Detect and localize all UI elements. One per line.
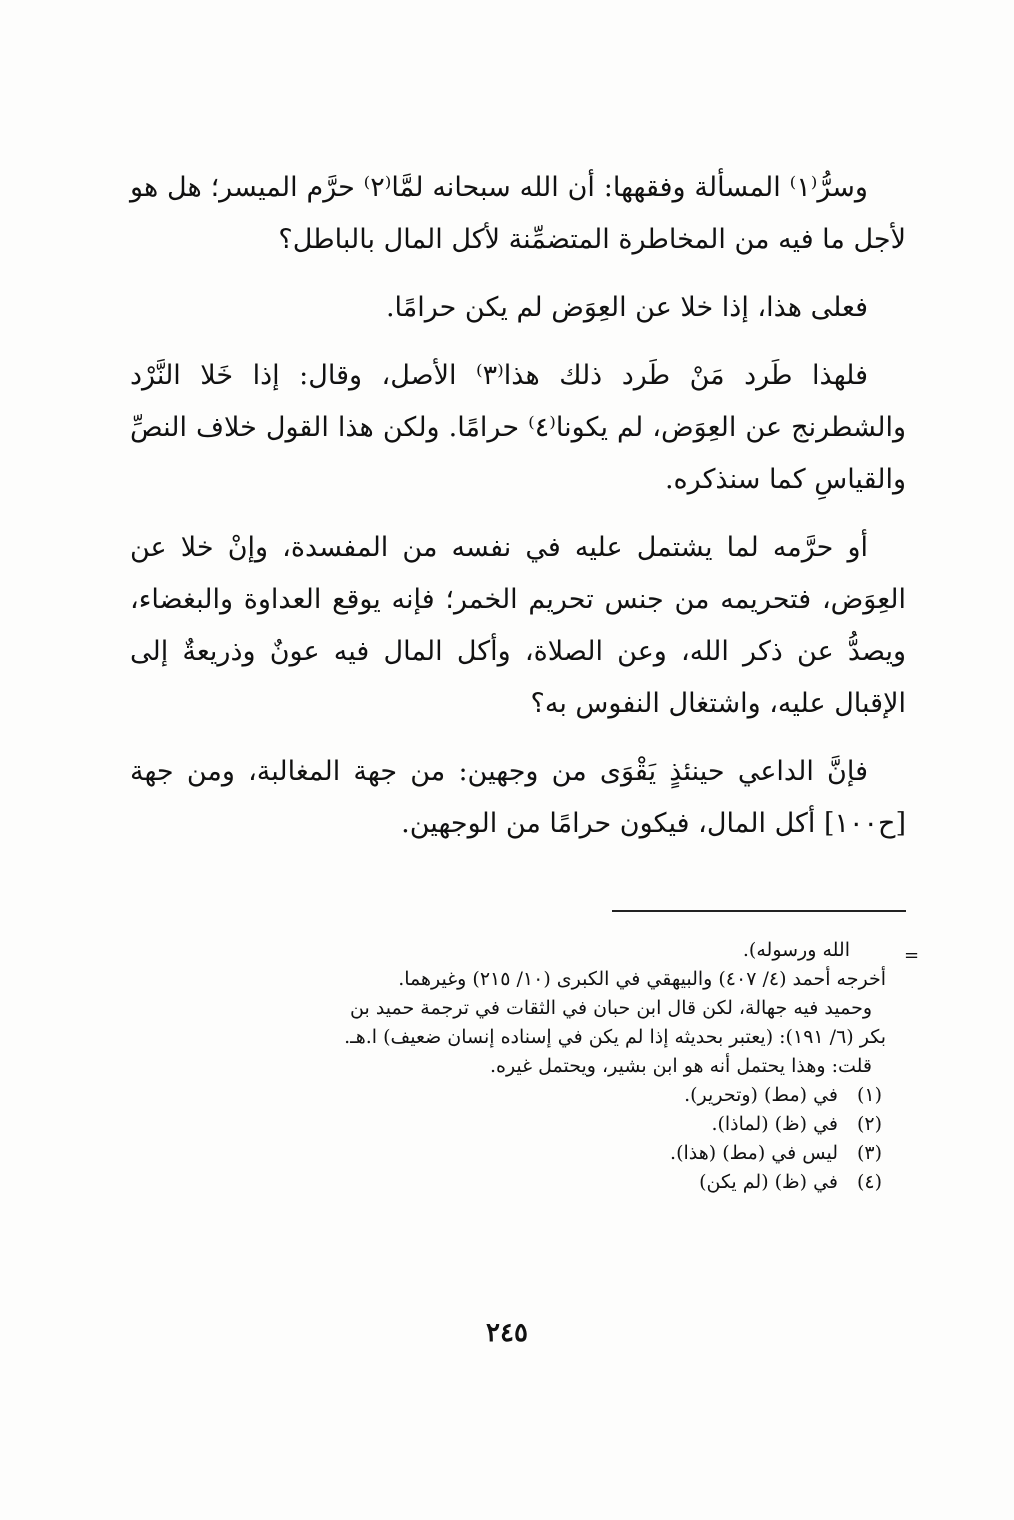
footnote-continuation-line: أخرجه أحمد (٤/ ٤٠٧) والبيهقي في الكبرى (١٠/ ٢١٥) وغيرهما. (398, 968, 886, 990)
footnote-text: في (ظ) (لم يكن) (699, 1171, 838, 1193)
footnote-item (150, 1110, 886, 1139)
footnote-item (150, 1139, 886, 1168)
page-number: ٢٤٥ (486, 1318, 528, 1348)
footnote-continuation-mark: = (904, 945, 920, 966)
paragraph: وسرُّ⁽١⁾ المسألة وفقهها: أن الله سبحانه لمَّا⁽٢⁾ حرَّم الميسر؛ هل هو لأجل ما فيه من المخاطرة المتضمِّنة لأكل المال بالباطل؟ (130, 172, 906, 255)
paragraph: فعلى هذا، إذا خلا عن العِوَض لم يكن حرامًا. (385, 292, 868, 323)
footnote-number: (١) (856, 1084, 882, 1106)
main-text (130, 162, 906, 866)
paragraph: فإنَّ الداعي حينئذٍ يَقْوَى من وجهين: من جهة المغالبة، ومن جهة [ح١٠٠] أكل المال، فيكون حرامًا من الوجهين. (130, 756, 906, 839)
footnote-continuation-line: الله ورسوله). (742, 939, 850, 961)
footnote-item (150, 1081, 886, 1110)
footnote-number: (٣) (856, 1142, 882, 1164)
paragraph: فلهذا طَرد مَنْ طَرد ذلك هذا⁽٣⁾ الأصل، وقال: إذا خَلا النَّرْد والشطرنج عن العِوَض، لم يكونا⁽٤⁾ حرامًا. ولكن هذا القول خلاف النصِّ والقياسِ كما سنذكره. (130, 360, 906, 495)
footnote-text: ليس في (مط) (هذا). (670, 1142, 838, 1164)
footnote-text: في (مط) (وتحرير). (684, 1084, 838, 1106)
footnotes (150, 936, 886, 1197)
footnote-number: (٤) (856, 1171, 882, 1193)
footnote-continuation-line: قلت: وهذا يحتمل أنه هو ابن بشير، ويحتمل غيره. (489, 1055, 872, 1077)
footnote-continuation-line: وحميد فيه جهالة، لكن قال ابن حبان في الثقات في ترجمة حميد بن (350, 997, 872, 1019)
paragraph: أو حرَّمه لما يشتمل عليه في نفسه من المفسدة، وإنْ خلا عن العِوَض، فتحريمه من جنس تحريم الخمر؛ فإنه يوقع العداوة والبغضاء، ويصدُّ عن ذكر الله، وعن الصلاة، وأكل المال فيه عونٌ وذريعةٌ إلى الإقبال عليه، واشتغال النفوس به؟ (130, 532, 906, 719)
footnote-item (150, 1168, 886, 1197)
footnote-divider (612, 910, 906, 912)
footnote-continuation-line: بكر (٦/ ١٩١): (يعتبر بحديثه إذا لم يكن في إسناده إنسان ضعيف) ا.هـ. (344, 1026, 886, 1048)
footnote-number: (٢) (856, 1113, 882, 1135)
footnote-text: في (ظ) (لماذا). (711, 1113, 838, 1135)
